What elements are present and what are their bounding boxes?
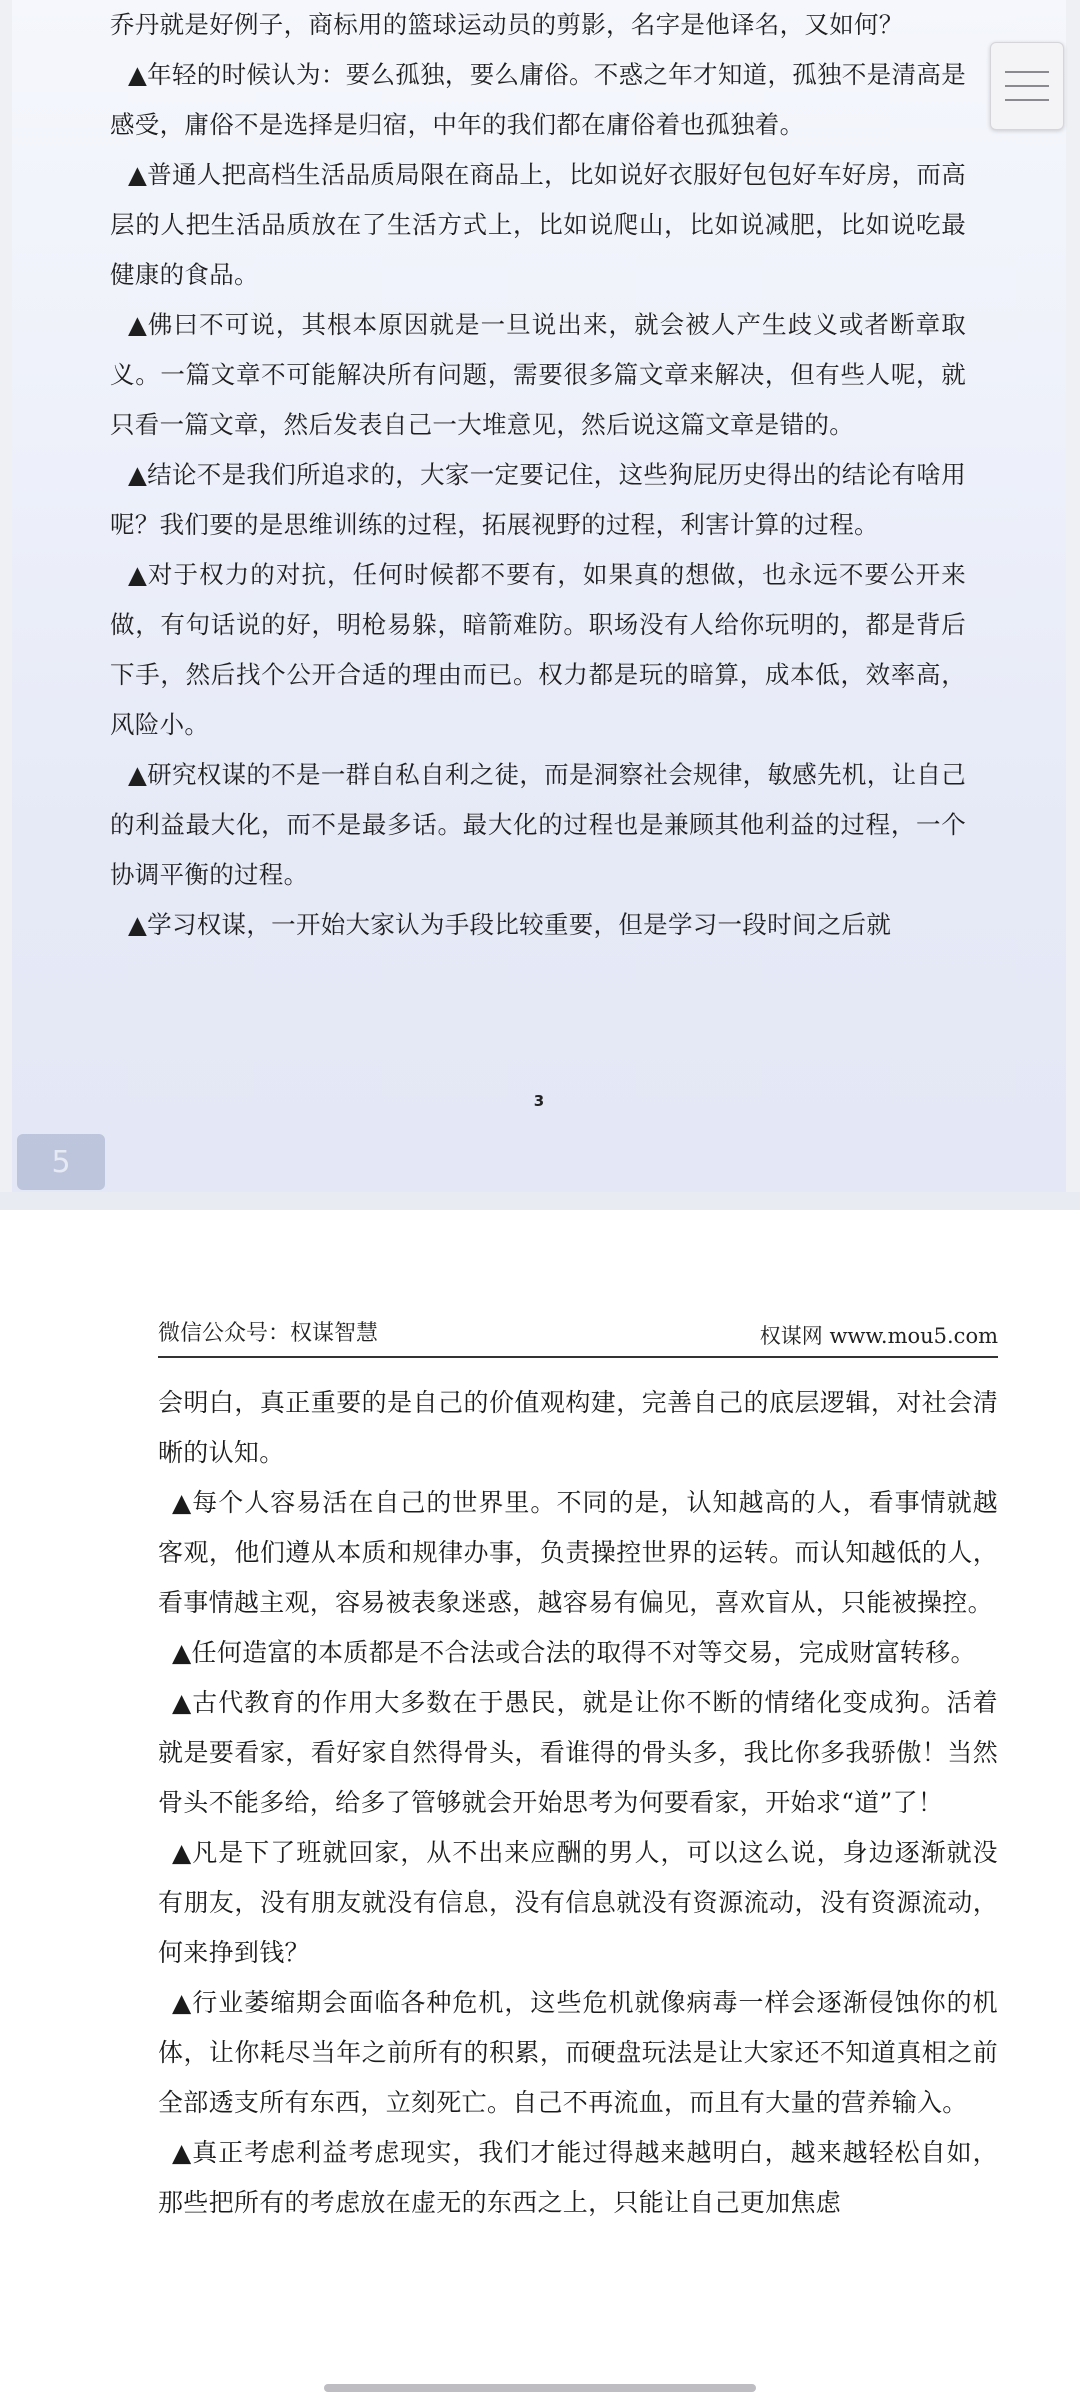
paragraph: ▲凡是下了班就回家，从不出来应酬的男人，可以这么说，身边逐渐就没有朋友，没有朋友就没有信息，没有信息就没有资源流动，没有资源流动，何来挣到钱？ — [158, 1838, 998, 1967]
header-website: 权谋网 www.mou5.com — [759, 1324, 998, 1348]
page-number: 3 — [533, 1092, 545, 1110]
paragraph: ▲结论不是我们所追求的，大家一定要记住，这些狗屁历史得出的结论有啥用呢？我们要的是思维训练的过程，拓展视野的过程，利害计算的过程。 — [110, 460, 966, 539]
paragraph: ▲佛曰不可说，其根本原因就是一旦说出来，就会被人产生歧义或者断章取义。一篇文章不可能解决所有问题，需要很多篇文章来解决，但有些人呢，就只看一篇文章，然后发表自己一大堆意见，然后说这篇文章是错的。 — [110, 310, 966, 439]
paragraph: ▲学习权谋，一开始大家认为手段比较重要，但是学习一段时间之后就 — [128, 910, 892, 939]
paragraph: ▲研究权谋的不是一群自私自利之徒，而是洞察社会规律，敏感先机，让自己的利益最大化，而不是最多话。最大化的过程也是兼顾其他利益的过程，一个协调平衡的过程。 — [110, 760, 966, 889]
paragraph: ▲任何造富的本质都是不合法或合法的取得不对等交易，完成财富转移。 — [172, 1638, 976, 1667]
paragraph: ▲对于权力的对抗，任何时候都不要有，如果真的想做，也永远不要公开来做，有句话说的好，明枪易躲，暗箭难防。职场没有人给你玩明的，都是背后下手，然后找个公开合适的理由而已。权力都是玩的暗算，成本低，效率高，风险小。 — [110, 560, 966, 739]
document-page-4 — [0, 1210, 1080, 2400]
menu-button[interactable] — [990, 42, 1064, 130]
page-4-body — [158, 1378, 998, 2228]
paragraph: ▲古代教育的作用大多数在于愚民，就是让你不断的情绪化变成狗。活着就是要看家，看好家自然得骨头，看谁得的骨头多，我比你多我骄傲！当然骨头不能多给，给多了管够就会开始思考为何要看家，开始求“道”了！ — [158, 1688, 998, 1817]
paragraph: ▲真正考虑利益考虑现实，我们才能过得越来越明白，越来越轻松自如，那些把所有的考虑放在虚无的东西之上，只能让自己更加焦虑 — [158, 2138, 998, 2217]
home-indicator-bar[interactable] — [324, 2384, 756, 2392]
page-header — [158, 1310, 998, 1358]
header-wechat-account: 微信公众号：权谋智慧 — [158, 1321, 379, 1346]
paragraph: ▲行业萎缩期会面临各种危机，这些危机就像病毒一样会逐渐侵蚀你的机体，让你耗尽当年之前所有的积累，而硬盘玩法是让大家还不知道真相之前全部透支所有东西，立刻死亡。自己不再流血，而且有大量的营养输入。 — [158, 1988, 998, 2117]
paragraph: 会明白，真正重要的是自己的价值观构建，完善自己的底层逻辑，对社会清晰的认知。 — [158, 1388, 998, 1467]
hamburger-menu-icon — [1005, 69, 1049, 103]
page-separator — [0, 1192, 1080, 1210]
document-page-3 — [12, 0, 1066, 1192]
paragraph: ▲普通人把高档生活品质局限在商品上，比如说好衣服好包包好车好房，而高层的人把生活品质放在了生活方式上，比如说爬山，比如说减肥，比如说吃最健康的食品。 — [110, 160, 966, 289]
paragraph: 乔丹就是好例子，商标用的篮球运动员的剪影，名字是他译名，又如何？ — [110, 10, 904, 39]
paragraph: ▲年轻的时候认为：要么孤独，要么庸俗。不惑之年才知道，孤独不是清高是感受，庸俗不是选择是归宿，中年的我们都在庸俗着也孤独着。 — [110, 60, 966, 139]
paragraph: ▲每个人容易活在自己的世界里。不同的是，认知越高的人，看事情就越客观，他们遵从本质和规律办事，负责操控世界的运转。而认知越低的人，看事情越主观，容易被表象迷惑，越容易有偏见，喜欢盲从，只能被操控。 — [158, 1488, 998, 1617]
page-3-body — [110, 0, 966, 950]
current-page-indicator[interactable]: 5 — [17, 1134, 105, 1190]
